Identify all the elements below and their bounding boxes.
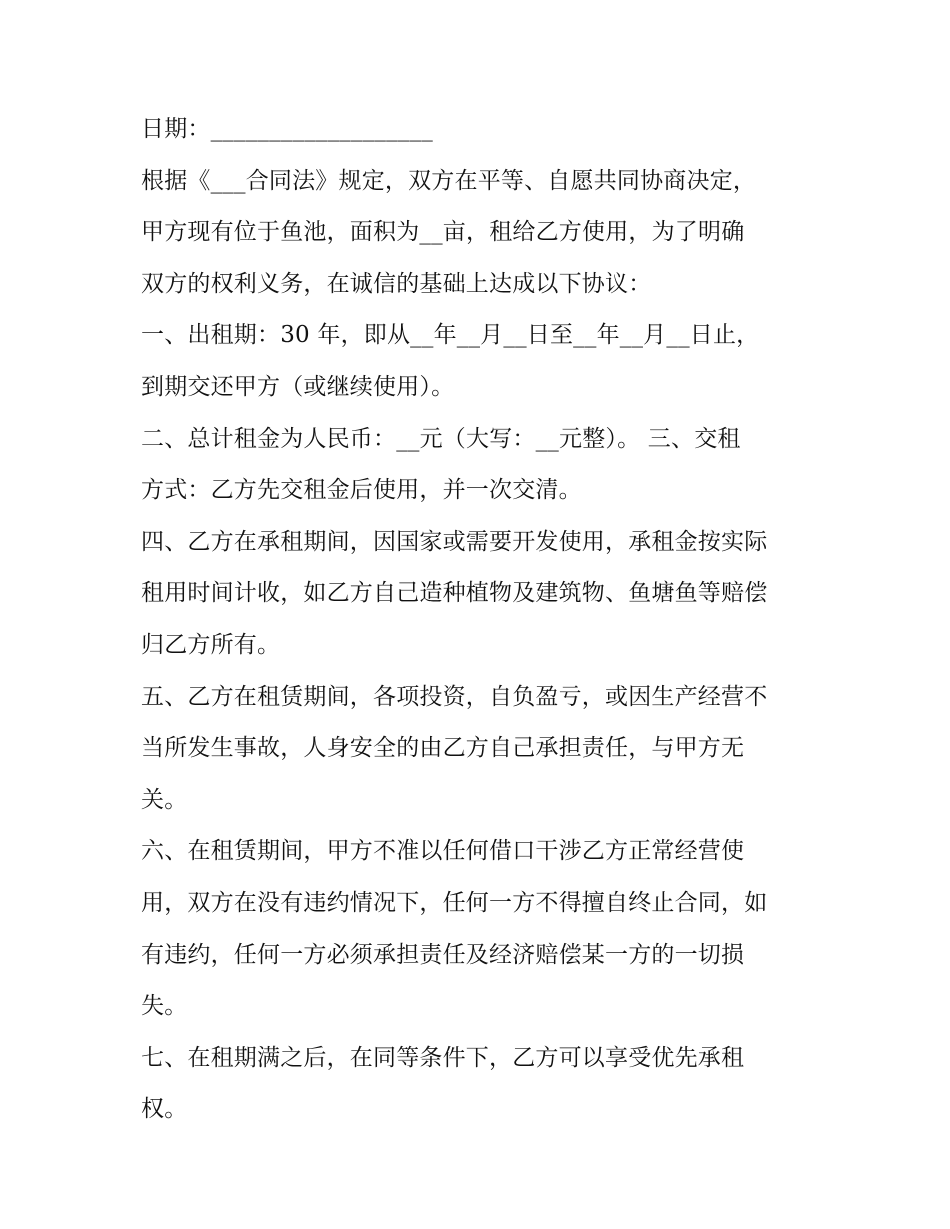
clause-5-line-3: 关。 [141, 786, 188, 813]
clause-1-line-1: 一、出租期：30 年，即从__年__月__日至__年__月__日止， [141, 322, 760, 349]
clause-5-line-2: 当所发生事故，人身安全的由乙方自己承担责任，与甲方无 [141, 735, 745, 762]
clause-6-line-1: 六、在租赁期间，甲方不准以任何借口干涉乙方正常经营使 [141, 838, 745, 865]
clause-4-line-1: 四、乙方在承租期间，因国家或需要开发使用，承租金按实际 [141, 528, 768, 555]
clause-6-line-3: 有违约，任何一方必须承担责任及经济赔偿某一方的一切损 [141, 941, 745, 968]
preamble-line-1: 根据《___合同法》规定，双方在平等、自愿共同协商决定， [141, 167, 757, 194]
clause-2-line-1: 二、总计租金为人民币：__元（大写：__元整）。 三、交租 [141, 425, 741, 452]
clause-7-line-1: 七、在租期满之后，在同等条件下，乙方可以享受优先承租 [141, 1044, 745, 1071]
clause-6-line-4: 失。 [141, 993, 188, 1020]
preamble-line-3: 双方的权利义务，在诚信的基础上达成以下协议： [141, 270, 652, 297]
clause-5-line-1: 五、乙方在租赁期间，各项投资，自负盈亏，或因生产经营不 [141, 683, 768, 710]
clause-7-line-2: 权。 [141, 1096, 188, 1123]
date-line: 日期：___________________ [141, 116, 433, 142]
clause-4-line-3: 归乙方所有。 [141, 631, 281, 658]
clause-3-line-1: 方式：乙方先交租金后使用，并一次交清。 [141, 477, 582, 504]
clause-1-line-2: 到期交还甲方（或继续使用）。 [141, 373, 455, 400]
preamble-line-2: 甲方现有位于鱼池，面积为__亩，租给乙方使用，为了明确 [141, 219, 745, 246]
document-body [141, 104, 816, 1136]
clause-4-line-2: 租用时间计收，如乙方自己造种植物及建筑物、鱼塘鱼等赔偿 [141, 580, 768, 607]
clause-6-line-2: 用，双方在没有违约情况下，任何一方不得擅自终止合同，如 [141, 889, 768, 916]
